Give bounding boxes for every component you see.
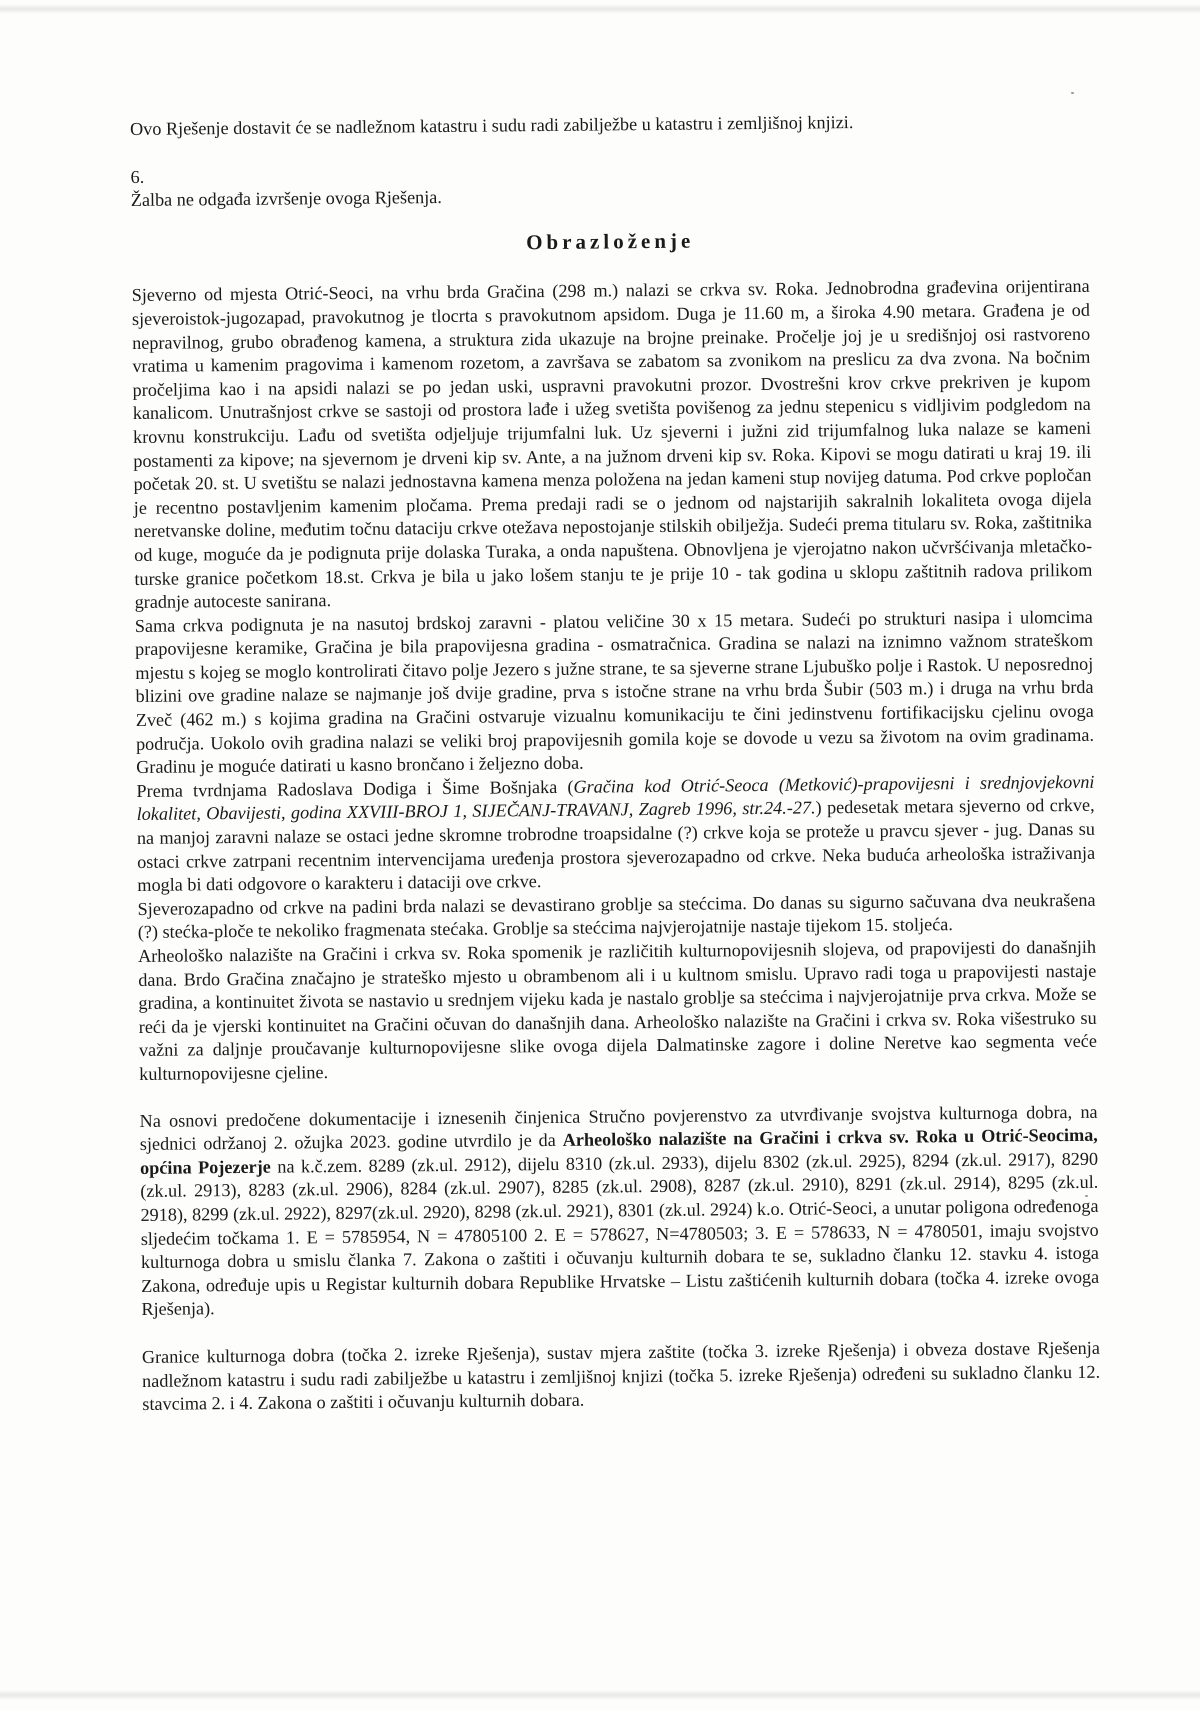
paragraph-hillfort: Sama crkva podignuta je na nasutoj brdskoj zaravni - platou veličine 30 x 15 metara. Sudeći po strukturi nasipa i ulomcima prapovijesne keramike, Gračina je bila prapovijesna gradina - osmatračnica. Gradina se nalazi na iznimno važnom strateškom mjestu s kojeg se moglo kontrolirati čitavo polje Jezero s južne strane, te sa sjeverne strane Ljubuško polje i Rastok. U neposrednoj blizini ove gradine nalaze se najmanje još dvije gradine, prva s istočne strane na vrhu brda Šubir (503 m.) i druga na vrhu brda Zveč (462 m.) s kojima gradina na Gračini ostvaruje vizualnu komunikaciju te čini jedinstvenu fortifikacijsku cjelinu ovoga područja. Uokolo ovih gradina nalazi se veliki broj prapovijesnih gomila koje se dovode u vezu sa životom na ovim gradinama. Gradinu je moguće datirati u kasno brončano i željezno doba.	[134, 606, 1095, 778]
decision-parcels: na k.č.zem. 8289 (zk.ul. 2912), dijelu 8310 (zk.ul. 2933), dijelu 8302 (zk.ul. 2925), 8294 (zk.ul. 2917), 8290 (zk.ul. 2913), 8283 (zk.ul. 2906), 8284 (zk.ul. 2907), 8285 (zk.ul. 2908), 8287 (zk.ul. 2910), 8291 (zk.ul. 2914), 8295 (zk.ul. 2918), 8299 (zk.ul. 2922), 8297(zk.ul. 2920), 8298 (zk.ul. 2921), 8301 (zk.ul. 2924) k.o. Otrić-Seoci, a unutar poligona određenoga sljedećim točkama 1. E = 5785954, N = 47805100 2. E = 578627, N=4780503; 3. E = 578633, N = 4780501, imaju svojstvo kulturnoga dobra u smislu članka 7. Zakona o zaštiti i očuvanju kulturnih dobara te se, sukladno članku 12. stavku 4. istoga Zakona, određuje upis u Registar kulturnih dobara Republike Hrvatske – Listu zaštićenih kulturnih dobara (točka 4. izreke ovoga Rješenja).	[140, 1148, 1100, 1320]
paragraph-church-description: Sjeverno od mjesta Otrić-Seoci, na vrhu brda Gračina (298 m.) nalazi se crkva sv. Roka. Jednobrodna građevina orijentirana sjeveroistok-jugozapad, pravokutnog je tlocrta s pravokutnom apsidom. Duga je 11.60 m, a široka 4.90 metara. Građena je od nepravilnog, grubo obrađenog kamena, a struktura zida ukazuje na brojne preinake. Pročelje joj je u središnjoj osi rastvoreno vratima u kamenim pragovima i kamenom rozetom, a završava se zabatom sa zvonikom na preslicu za dva zvona. Na bočnim pročeljima kao i na apsidi nalazi se po jedan uski, uspravni pravokutni prozor. Dvostrešni krov crkve prekriven je kupom kanalicom. Unutrašnjost crkve se sastoji od prostora lađe i užeg svetišta povišenog za jednu stepenicu s vidljivim podgledom na krovnu konstrukciju. Lađu od svetišta odjeljuje trijumfalni luk. Uz sjeverni i južni zid trijumfalnog luka nalaze se kameni postamenti za kipove; na sjevernom je drveni kip sv. Ante, a na južnom drveni kip sv. Roka. Kipovi se mogu datirati u kraj 19. ili početak 20. st. U svetištu se nalazi jednostavna kamena menza položena na jedan kameni stup novijeg datuma. Pod crkve popločan je recentno postavljenim kamenim pločama. Prema predaji radi se o jednom od najstarijih sakralnih lokaliteta ovoga dijela neretvanske doline, međutim točnu dataciju crkve otežava nepostojanje stilskih obilježja. Sudeći prema titularu sv. Roka, zaštitnika od kuge, moguće da je podignuta prije dolaska Turaka, a onda napuštena. Obnovljena je vjerojatno nakon učvršćivanja mletačko-turske granice početkom 18.st. Crkva je bila u jako lošem stanju te je prije 10 - tak godina u sklopu zaštitnih radova prilikom gradnje autoceste sanirana.	[131, 276, 1093, 613]
document-body	[130, 109, 1100, 1417]
citation-title: Gračina kod Otrić-Seoca (Metković)-prapovijesni i srednjovjekovni lokalitet, Obavijesti, godina XXVIII-BROJ 1, SIJEČANJ-TRAVANJ, Zagreb 1996, str.24.-27.	[136, 771, 1095, 825]
scan-speck	[1071, 92, 1074, 94]
paragraph-decision	[140, 1100, 1100, 1322]
scan-edge-bottom	[0, 1690, 1200, 1700]
paragraph-tombstones: Sjeverozapadno od crkve na padini brda nalazi se devastirano groblje sa stećcima. Do danas su sigurno sačuvana dva neukrašena (?) stećka-ploče te nekoliko fragmenata stećaka. Groblje sa stećcima najvjerojatnije nastaje tijekom 15. stoljeća.	[137, 889, 1096, 943]
paragraph-legal-basis: Granice kulturnoga dobra (točka 2. izreke Rješenja), sustav mjera zaštite (točka 3. izreke Rješenja) i obveza dostave Rješenja nadležnom katastru i sudu radi zabilježbe u katastru i zemljišnoj knjizi (točka 5. izreke Rješenja) određeni su sukladno članku 12. stavcima 2. i 4. Zakona o zaštiti i očuvanju kulturnih dobara.	[141, 1337, 1101, 1415]
citation-lead: Prema tvrdnjama Radoslava Dodiga i Šime Bošnjaka (	[136, 776, 574, 801]
paragraph-citation	[136, 771, 1095, 898]
decision-lead: Na osnovi predočene dokumentacije i iznesenih činjenica Stručno povjerenstvo za utvrđivanje svojstva kulturnoga dobra, na sjednici održanoj 2. ožujka 2023. godine utvrdilo je da	[139, 1101, 1098, 1155]
heritage-site-name: Arheološko nalazište na Gračini i crkva sv. Roka u Otrić-Seocima, općina Pojezerje	[139, 1124, 1098, 1178]
paragraph-significance: Arheološko nalazište na Gračini i crkva sv. Roka spomenik je različitih kulturnopovijesnih slojeva, od prapovijesti do današnjih dana. Brdo Gračina značajno je strateško mjesto u obrambenom ali i u kultnom smislu. Upravo radi toga u prapovijesti nastaje gradina, a kontinuitet života se nastavio u srednjem vijeku kada je nastalo groblje sa stećcima i najvjerojatnije prva crkva. Može se reći da je vjerski kontinuitet na Gračini očuvan do današnjih dana. Arheološko nalazište na Gračini i crkva sv. Roka višestruko su važni za daljnje proučavanje kulturnopovijesne slike ovoga dijela Dalmatinske zagore i doline Neretve kao segmenta veće kulturnopovijesne cjeline.	[137, 936, 1098, 1084]
item-text: Žalba ne odgađa izvršenje ovoga Rješenja.	[130, 187, 442, 211]
item-number: 6.	[130, 166, 145, 187]
section-heading: Obrazloženje	[526, 228, 695, 254]
intro-line: Ovo Rješenje dostavit će se nadležnom katastru i sudu radi zabilježbe u katastru i zemljišnoj knjizi.	[130, 112, 854, 139]
scan-edge-top	[0, 4, 1200, 14]
citation-tail: ) pedesetak metara sjeverno od crkve, na manjoj zaravni nalaze se ostaci jedne skromne trobrodne troapsidalne (?) crkve koja se proteže u pravcu sjever - jug. Danas su ostaci crkve zatrpani recentnim intervencijama uređenja prostora sjeverozapadno od crkve. Neka buduća arheološka istraživanja mogla bi dati odgovore o karakteru i dataciji ove crkve.	[136, 795, 1096, 896]
